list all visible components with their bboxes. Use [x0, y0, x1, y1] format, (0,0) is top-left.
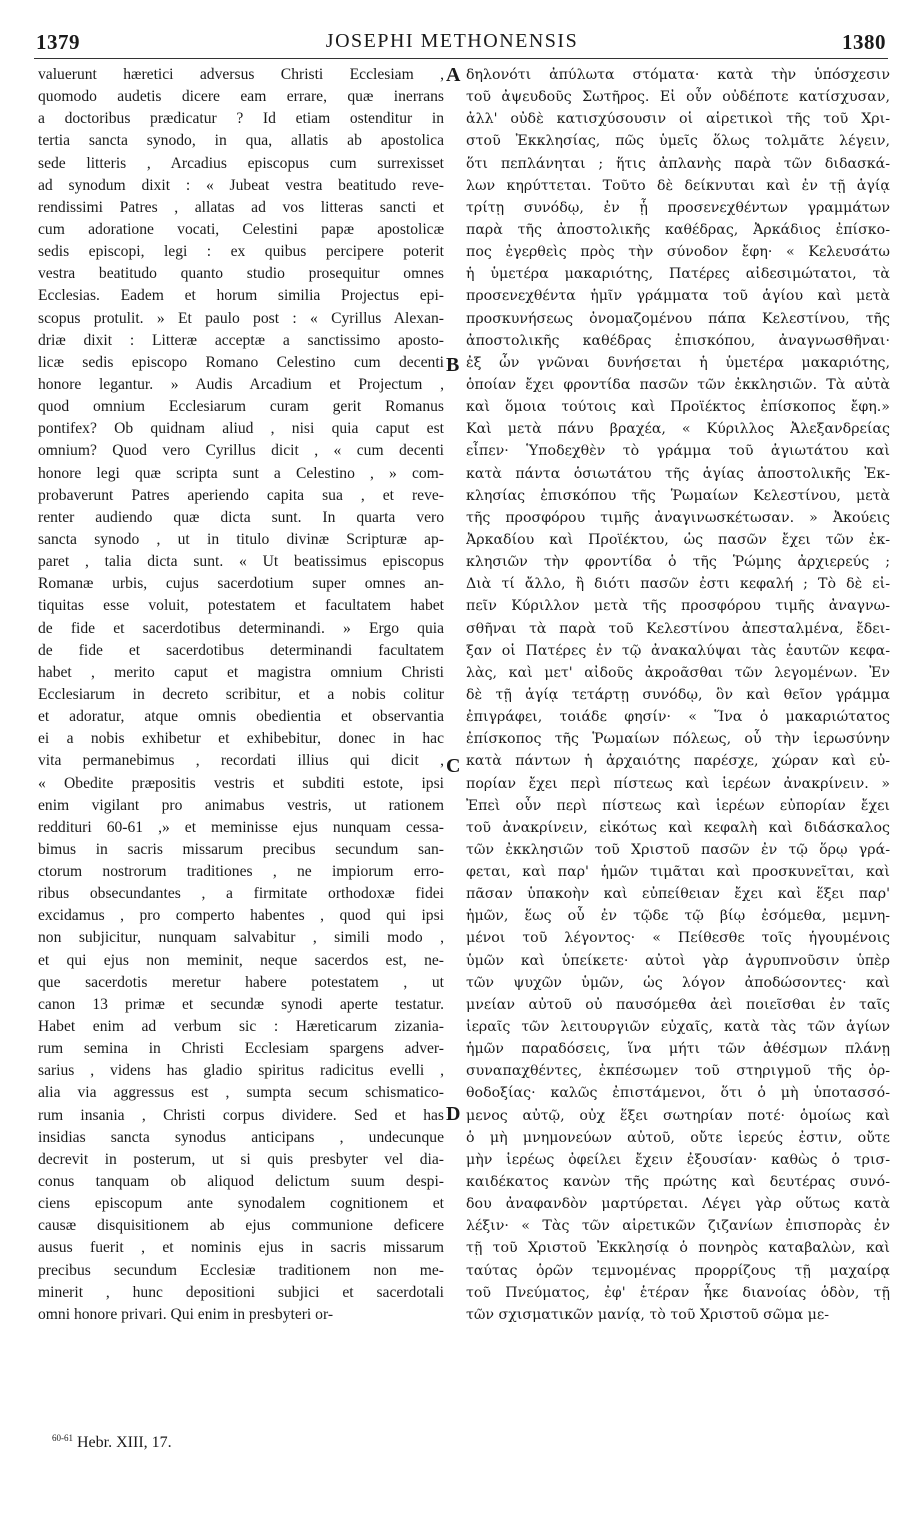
greek-text-line: τοῦ Πνεύματος, ἐφ' ἑτέραν ἧκε διανοίας ὁδὸν, τῇ [466, 1284, 890, 1301]
latin-text-line: Ecclesias. Eadem et horum similia Projectus epi- [38, 287, 444, 305]
greek-text-line: ξαν οἱ Πατέρες ἐν τῷ ἀνακαλύψαι τὰς ἑαυτῶν κεφα- [466, 642, 890, 659]
latin-text-line: renter audiendo quæ dicta sunt. In quarta vero [38, 508, 444, 526]
latin-text-line: insidias sancta synodus anticipans , undecunque [38, 1128, 444, 1146]
latin-text-line: Romanæ urbis, cujus sacerdotium super omnes an- [38, 575, 444, 593]
latin-text-line: alia via aggressus est , sumpta secum schismatico- [38, 1084, 444, 1102]
greek-text-line: λὰς, καὶ μετ' αἰδοῦς ἀκροᾶσθαι τῶν λεγομένων. Ἐν [466, 664, 890, 681]
latin-text-line: causæ disquisitionem ab ejus communione deficere [38, 1217, 444, 1235]
latin-text-line: rum semina in Christi Ecclesiam spargens adver- [38, 1040, 444, 1058]
latin-text-line: ciens episcopum ante synodalem cognitionem et [38, 1195, 444, 1213]
greek-text-line: παρὰ τῆς ἀποστολικῆς καθέδρας, Ἀρκάδιος ἐπίσκο- [466, 221, 890, 238]
latin-text-line: minerit , hunc depositioni subjici et sacerdotali [38, 1283, 444, 1301]
greek-text-line: κατὰ πάντων ἡ ἀρχαιότης παρέσχε, χώραν καὶ εὐ- [466, 753, 890, 770]
greek-text-line: δὲ τῇ ἁγίᾳ τετάρτῃ συνόδῳ, ὃν καὶ θεῖον γράμμα [466, 686, 890, 703]
greek-text-line: ὑμῶν καὶ ὑπείκετε· αὐτοὶ γὰρ ἀγρυπνοῦσιν ὑπὲρ [466, 952, 890, 969]
greek-text-line: Ἀρκαδίου καὶ Προϊέκτου, ὡς πασῶν ἔχει τῶν ἐκ- [466, 531, 890, 548]
greek-text-line: κλησιῶν τὴν φροντίδα ὁ τῆς Ῥώμης ἀρχιερεύς ; [466, 554, 890, 571]
latin-text-line: « Obedite præpositis vestris et subditi estote, ipsi [38, 774, 444, 792]
greek-text-line: μὴν ἱερέως ὀφείλει ἔχειν ἐξουσίαν· καθὼς ὁ τρισ- [466, 1151, 890, 1168]
greek-text-line: τοῦ ἀψευδοῦς Σωτῆρος. Εἰ οὖν οὐδέποτε κατίσχυσαν, [466, 89, 890, 106]
latin-text-line: excidamus , pro comperto habentes , quod qui ipsi [38, 907, 444, 925]
greek-text-line: ὁ μὴ μνημονεύων αὐτοῦ, οὔτε ἱερεύς ἐστιν, οὔτε [466, 1129, 890, 1146]
latin-text-line: cum adoratione vocati, Celestini papæ apostolicæ [38, 220, 444, 238]
greek-text-line: τῆς προσφόρου τιμῆς ἀναγινωσκέτωσαν. » Ἀκούεις [466, 509, 890, 526]
greek-text-line: πος ἐγερθεὶς πρὸς τὴν σύνοδον ἔφη· « Κελευσάτω [466, 244, 890, 261]
latin-text-line: omni honore privari. Qui enim in presbyteri or- [38, 1305, 334, 1323]
greek-text-line: στοῦ Ἐκκλησίας, πῶς ὑμεῖς ὅλως τολμᾶτε λέγειν, [466, 133, 890, 150]
greek-text-line: συναπαχθέντες, ἐκπέσωμεν τοῦ στηριγμοῦ τῆς ὀρ- [466, 1063, 890, 1080]
latin-text-line: conus tanquam ob aliquod delictum suum despi- [38, 1173, 444, 1191]
latin-text-line: vita permanebimus , recordati illius qui dicit , [38, 752, 444, 770]
greek-text-line: πᾶσαν ὑπακοὴν καὶ εὐπείθειαν ἔχει καὶ ἕξει παρ' [466, 886, 890, 903]
greek-text-line: τρίτῃ συνόδῳ, ἐν ᾗ προσενεχθέντων γραμμάτων [466, 199, 890, 216]
latin-text-line: enim vigilant pro animabus vestris, ut rationem [38, 796, 444, 814]
margin-letter-a: A [446, 64, 461, 86]
footnote [52, 1433, 172, 1452]
greek-text-line: εἶπεν· Ὑποδεχθὲν τὸ γράμμα τοῦ ἁγιωτάτου καὶ [466, 443, 890, 460]
greek-column [466, 64, 890, 1326]
latin-text-line: rum insania , Christi corpus dividere. Sed et has [38, 1106, 444, 1124]
greek-text-line: Καὶ μετὰ πάνυ βραχέα, « Κύριλλος Ἀλεξανδρείας [466, 421, 890, 438]
latin-text-line: pontifex? Ob quidnam aliud , nisi quia caput est [38, 420, 444, 438]
greek-text-line: τῶν σχισματικῶν μανίᾳ, τὸ τοῦ Χριστοῦ σῶμα με- [466, 1306, 830, 1323]
greek-text-line: ἀποστολικῆς καθέδρας ἐπισκόπου, ἀναγνωσθῆναι· [466, 332, 890, 349]
greek-text-line: καιδέκατος κανὼν τῆς πρώτης καὶ δευτέρας συνό- [466, 1174, 890, 1191]
latin-text-line: probaverunt Patres aperiendo capita sua , et reve- [38, 486, 444, 504]
latin-text-line: paret , talia dicta sunt. « Ut beatissimus episcopus [38, 553, 444, 571]
greek-text-line: κατὰ πάντα ὁσιωτάτου τῆς ἁγίας ἀποστολικῆς Ἐκ- [466, 465, 890, 482]
latin-text-line: valuerunt hæretici adversus Christi Ecclesiam , [38, 66, 444, 83]
latin-text-line: vestra beatitudo quanto studio prosequitur omnes [38, 265, 444, 283]
greek-text-line: μενος αὐτῷ, οὐχ ἕξει σωτηρίαν ποτέ· ὁμοίως καὶ [466, 1107, 890, 1124]
greek-text-line: πεῖν Κύριλλον μετὰ τῆς προσφόρου τιμῆς ἀναγνω- [466, 598, 890, 615]
latin-text-line: ei a nobis exhibetur et exhibebitur, donec in hac [38, 730, 444, 748]
greek-text-line: φεται, καὶ παρ' ἡμῶν τιμᾶται καὶ προσκυνεῖται, καὶ [466, 864, 890, 881]
latin-text-line: ribus obsecundantes , a firmitate orthodoxæ fidei [38, 885, 444, 903]
greek-text-line: ὁποίαν ἔχει φροντίδα πασῶν τῶν ἐκκλησιῶν. Τὰ αὐτὰ [466, 376, 890, 393]
header-rule [34, 58, 888, 59]
greek-text-line: ἐπίσκοπος τῆς Ῥωμαίων πόλεως, οὗ τὴν ἱερωσύνην [466, 731, 890, 748]
greek-text-line: δηλονότι ἀπύλωτα στόματα· κατὰ τὴν ὑπόσχεσιν [466, 67, 890, 83]
greek-text-line: πορίαν ἔχει περὶ πίστεως καὶ ἱερέων ἀνακρίνειν. » [466, 775, 890, 792]
latin-text-line: non subjicitur, nunquam salvabitur , simili modo , [38, 929, 444, 947]
latin-text-line: omnium? Quod vero Cyrillus dicit , « cum decenti [38, 442, 444, 460]
greek-text-line: μνείαν αὐτοῦ οὐ παυσόμεθα ἀεὶ ποιεῖσθαι ἐν ταῖς [466, 996, 890, 1013]
greek-text-line: Διὰ τί ἄλλο, ἢ διότι πασῶν ἐστι κεφαλή ; Τὸ δὲ εἰ- [466, 576, 890, 593]
greek-text-line: μένοι τοῦ λέγοντος· « Πείθεσθε τοῖς ἡγουμένοις [466, 930, 890, 947]
latin-text-line: reddituri 60-61 ,» et meminisse ejus nunquam cessa- [38, 818, 444, 836]
page-number-left: 1379 [36, 30, 80, 54]
latin-text-line: licæ sedis episcopo Romano Celestino cum decenti [38, 353, 444, 371]
latin-text-line: quod omnium Ecclesiarum curam gerit Romanus [38, 398, 444, 416]
greek-text-line: δου ἀναφανδὸν μαρτύρεται. Λέγει γὰρ οὕτως κατὰ [466, 1196, 890, 1213]
latin-text-line: canon 13 primæ et secundæ synodi aperte testatur. [38, 995, 444, 1013]
latin-text-line: ctorum nostrorum traditiones , ne impiorum erro- [38, 863, 444, 881]
latin-text-line: sedis episcopi, legi : ex quibus percipere poterit [38, 243, 444, 261]
greek-text-line: ὅτι πεπλάνηται ; ἥτις ἀπλανὴς παρὰ τῶν διδασκά- [466, 155, 890, 172]
greek-text-line: λων κηρύττεται. Τοῦτο δὲ δείκνυται καὶ ἐν τῇ ἁγίᾳ [466, 177, 890, 194]
latin-text-line: sancta synodo , ut in titulo divinæ Scripturæ ap- [38, 530, 444, 548]
greek-text-line: τοῦ ἀνακρίνειν, εἰκότως καὶ κεφαλὴ καὶ διδάσκαλος [466, 819, 890, 836]
greek-text-line: προσενεχθέντα ἡμῖν γράμματα τοῦ ἁγίου καὶ μετὰ [466, 288, 890, 305]
latin-text-line: tertia sancta synodo, in qua, allatis ab apostolica [38, 132, 444, 150]
greek-text-line: ἐπιγράφει, τοιάδε φησίν· « Ἵνα ὁ μακαριώτατος [466, 709, 890, 726]
running-title: JOSEPHI METHONENSIS [325, 30, 579, 52]
greek-text-line: τῇ τοῦ Χριστοῦ Ἐκκλησίᾳ ὁ πονηρὸς καταβαλὼν, καὶ [466, 1240, 890, 1257]
latin-text-line: decrevit in posterum, ut si quis presbyter vel dia- [38, 1150, 444, 1168]
margin-letter-b: B [446, 354, 460, 376]
latin-text-line: quomodo audetis dicere eam errare, quæ inerrans [38, 88, 444, 106]
latin-text-line: ausus fuerit , et nominis ejus in sacris missarum [38, 1239, 444, 1257]
greek-text-line: ἐξ ὧν γνῶναι δυνήσεται ἡ ὑμετέρα μακαριότης, [466, 354, 890, 371]
greek-text-line: ἱεραῖς τῶν λειτουργιῶν εὐχαῖς, κατὰ τὰς τῶν ἁγίων [466, 1019, 890, 1036]
latin-text-line: honore legantur. » Audis Arcadium et Projectum , [38, 375, 444, 393]
greek-text-line: λέξιν· « Τὰς τῶν αἱρετικῶν ζιζανίων ἐπισπορὰς ἐν [466, 1218, 890, 1235]
latin-text-line: que sacerdotis meretur habere potestatem , ut [38, 973, 444, 991]
greek-text-line: τῶν ψυχῶν ὑμῶν, ὡς λόγον ἀποδώσοντες· καὶ [466, 974, 890, 991]
greek-text-line: ταύτας ὁρῶν τεμνομένας προρρίζους τῇ μαχαίρᾳ [466, 1262, 890, 1279]
greek-text-line: τῶν ἐκκλησιῶν τοῦ Χριστοῦ πασῶν ἐν τῷ ὅρῳ γρά- [466, 841, 890, 858]
latin-text-line: Ecclesiarum in decreto scribitur, et a nobis colitur [38, 685, 444, 703]
latin-text-line: sede litteris , Arcadius episcopus cum surrexisset [38, 154, 444, 172]
latin-text-line: a doctoribus prædicatur ? Id etiam ostenditur in [38, 110, 444, 128]
greek-text-line: ἡμῶν παραδόσεις, ἵνα μήτι τῶν ἀθέσμων πλάνῃ [466, 1041, 890, 1058]
latin-text-line: sarius , videns has gladio spiritus radicitus evelli , [38, 1062, 444, 1080]
greek-text-line: ἡμῶν, ἕως οὗ ἐν τῷδε τῷ βίῳ ἐσόμεθα, μεμνη- [466, 908, 890, 925]
greek-text-line: ἀλλ' οὐδὲ κατισχύσουσιν οἱ αἱρετικοὶ τῆς τοῦ Χρι- [466, 111, 890, 128]
latin-text-line: honore legi quæ scripta sunt a Celestino , » com- [38, 464, 444, 482]
latin-text-line: rendissimi Patres , allatas ad vos litteras sancti et [38, 198, 444, 216]
latin-text-line: bimus in sacris missarum precibus secundum san- [38, 840, 444, 858]
latin-text-line: Habet enim ad verbum sic : Hæreticarum zizania- [38, 1018, 444, 1036]
latin-text-line: de fide et sacerdotibus determinandi. » Ergo quia [38, 619, 444, 637]
greek-text-line: Ἐπεὶ οὖν περὶ πίστεως καὶ ἱερέων εὐπορίαν ἔχει [466, 797, 890, 814]
latin-text-line: et qui ejus non meminit, neque sacerdos est, ne- [38, 951, 444, 969]
latin-text-line: precibus secundum Ecclesiæ traditionem non me- [38, 1261, 444, 1279]
latin-text-line: scopus protulit. » Et paulo post : « Cyrillus Alexan- [38, 309, 444, 327]
greek-text-line: προσκυνήσεως ὀνομαζομένου πάπα Κελεστίνου, τῆς [466, 310, 890, 327]
greek-text-line: σθῆναι τὰ παρὰ τοῦ Κελεστίνου ἀπεσταλμένα, ἔδει- [466, 620, 890, 637]
greek-text-line: κλησίας ἐπισκόπου τῆς Ῥωμαίων Κελεστίνου, μετὰ [466, 487, 890, 504]
greek-text-line: καὶ ὅμοια τούτοις καὶ Προϊέκτος ἐπίσκοπος ἔφη.» [466, 399, 890, 416]
margin-letter-d: D [446, 1103, 461, 1125]
footnote-text: Hebr. XIII, 17. [77, 1434, 172, 1451]
latin-text-line: et adoratur, atque omnis obedientia et observantia [38, 708, 444, 726]
latin-text-line: ad synodum dixit : « Jubeat vestra beatitudo reve- [38, 176, 444, 194]
margin-letter-c: C [446, 755, 461, 777]
footnote-marker: 60-61 [52, 1433, 73, 1443]
latin-column [38, 64, 444, 1326]
latin-text-line: tiquitas esse voluit, potestatem et facultatem habet [38, 597, 444, 615]
latin-text-line: de fide et sacerdotibus determinandi facultatem [38, 641, 444, 659]
greek-text-line: θοδοξίας· καλῶς ἐπιστάμενοι, ὅτι ὁ μὴ ὑποτασσό- [466, 1085, 890, 1102]
latin-text-line: habet , merito caput et magistra omnium Christi [38, 663, 444, 681]
page-number-right: 1380 [842, 30, 886, 54]
latin-text-line: driæ dixit : Litteræ acceptæ a sanctissimo aposto- [38, 331, 444, 349]
greek-text-line: ἡ ὑμετέρα μακαριότης, Πατέρες αἰδεσιμώτατοι, τὰ [466, 266, 890, 283]
